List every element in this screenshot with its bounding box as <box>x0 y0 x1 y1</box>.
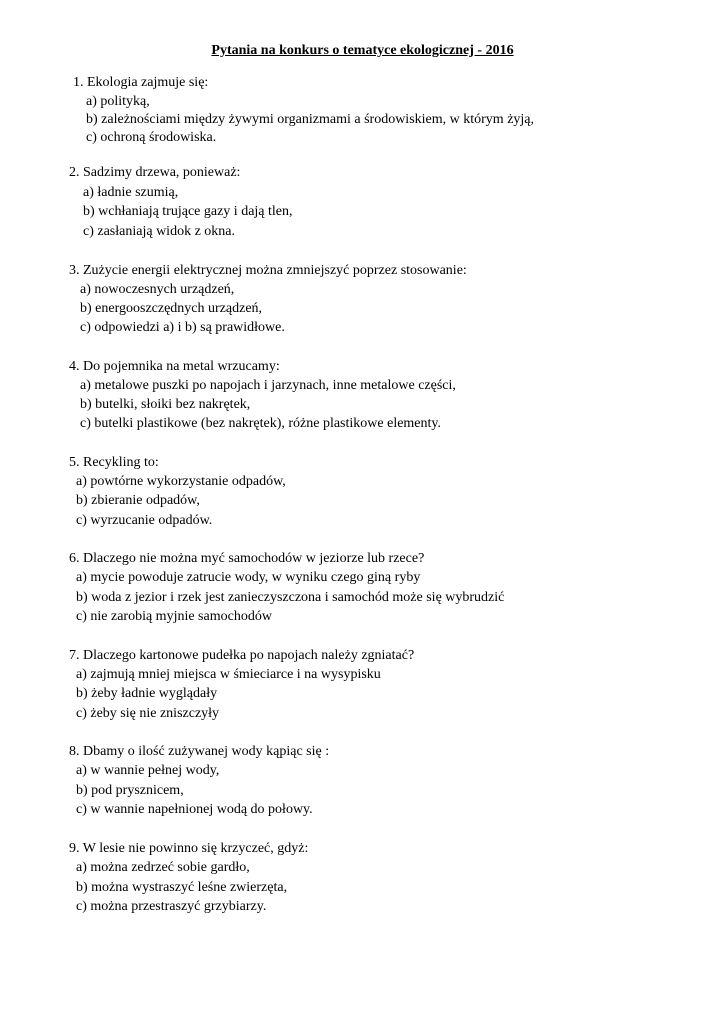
answer-option-a: a) metalowe puszki po napojach i jarzynach, inne metalowe części, <box>80 378 456 393</box>
answer-option-a: a) nowoczesnych urządzeń, <box>80 282 235 297</box>
answer-option-a: a) mycie powoduje zatrucie wody, w wyniku czego giną ryby <box>76 570 421 585</box>
question-text: 3. Zużycie energii elektrycznej można zmniejszyć poprzez stosowanie: <box>69 263 467 278</box>
answer-option-c: c) zasłaniają widok z okna. <box>83 224 235 239</box>
answer-option-a: a) można zedrzeć sobie gardło, <box>76 860 250 875</box>
answer-option-b: b) zbieranie odpadów, <box>76 493 200 508</box>
question-text: 8. Dbamy o ilość zużywanej wody kąpiąc się : <box>69 744 330 759</box>
answer-option-b: b) zależnościami między żywymi organizmami a środowiskiem, w którym żyją, <box>86 112 535 127</box>
answer-option-c: c) odpowiedzi a) i b) są prawidłowe. <box>80 320 285 335</box>
question-text: 9. W lesie nie powinno się krzyczeć, gdyż: <box>69 841 309 856</box>
answer-option-c: c) ochroną środowiska. <box>86 130 217 145</box>
answer-option-a: a) ładnie szumią, <box>83 185 179 200</box>
answer-option-b: b) butelki, słoiki bez nakrętek, <box>80 397 251 412</box>
answer-option-b: b) można wystraszyć leśne zwierzęta, <box>76 880 288 895</box>
answer-option-c: c) wyrzucanie odpadów. <box>76 513 213 528</box>
answer-option-b: b) pod prysznicem, <box>76 783 184 798</box>
answer-option-c: c) nie zarobią myjnie samochodów <box>76 609 272 624</box>
answer-option-a: a) polityką, <box>86 94 150 109</box>
question-text: 4. Do pojemnika na metal wrzucamy: <box>69 359 280 374</box>
answer-option-a: a) w wannie pełnej wody, <box>76 763 220 778</box>
document-title: Pytania na konkurs o tematyce ekologicznej - 2016 <box>211 43 514 58</box>
answer-option-c: c) można przestraszyć grzybiarzy. <box>76 899 267 914</box>
answer-option-a: a) powtórne wykorzystanie odpadów, <box>76 474 286 489</box>
answer-option-b: b) woda z jezior i rzek jest zanieczyszczona i samochód może się wybrudzić <box>76 590 505 605</box>
question-text: 1. Ekologia zajmuje się: <box>73 75 209 90</box>
answer-option-c: c) butelki plastikowe (bez nakrętek), różne plastikowe elementy. <box>80 416 442 431</box>
answer-option-c: c) w wannie napełnionej wodą do połowy. <box>76 802 313 817</box>
question-text: 5. Recykling to: <box>69 455 159 470</box>
question-text: 2. Sadzimy drzewa, ponieważ: <box>69 165 241 180</box>
answer-option-a: a) zajmują mniej miejsca w śmieciarce i na wysypisku <box>76 667 381 682</box>
answer-option-b: b) energooszczędnych urządzeń, <box>80 301 263 316</box>
answer-option-b: b) wchłaniają trujące gazy i dają tlen, <box>83 204 293 219</box>
answer-option-b: b) żeby ładnie wyglądały <box>76 686 218 701</box>
question-text: 6. Dlaczego nie można myć samochodów w jeziorze lub rzece? <box>69 551 425 566</box>
question-text: 7. Dlaczego kartonowe pudełka po napojach należy zgniatać? <box>69 648 415 663</box>
answer-option-c: c) żeby się nie zniszczyły <box>76 706 220 721</box>
